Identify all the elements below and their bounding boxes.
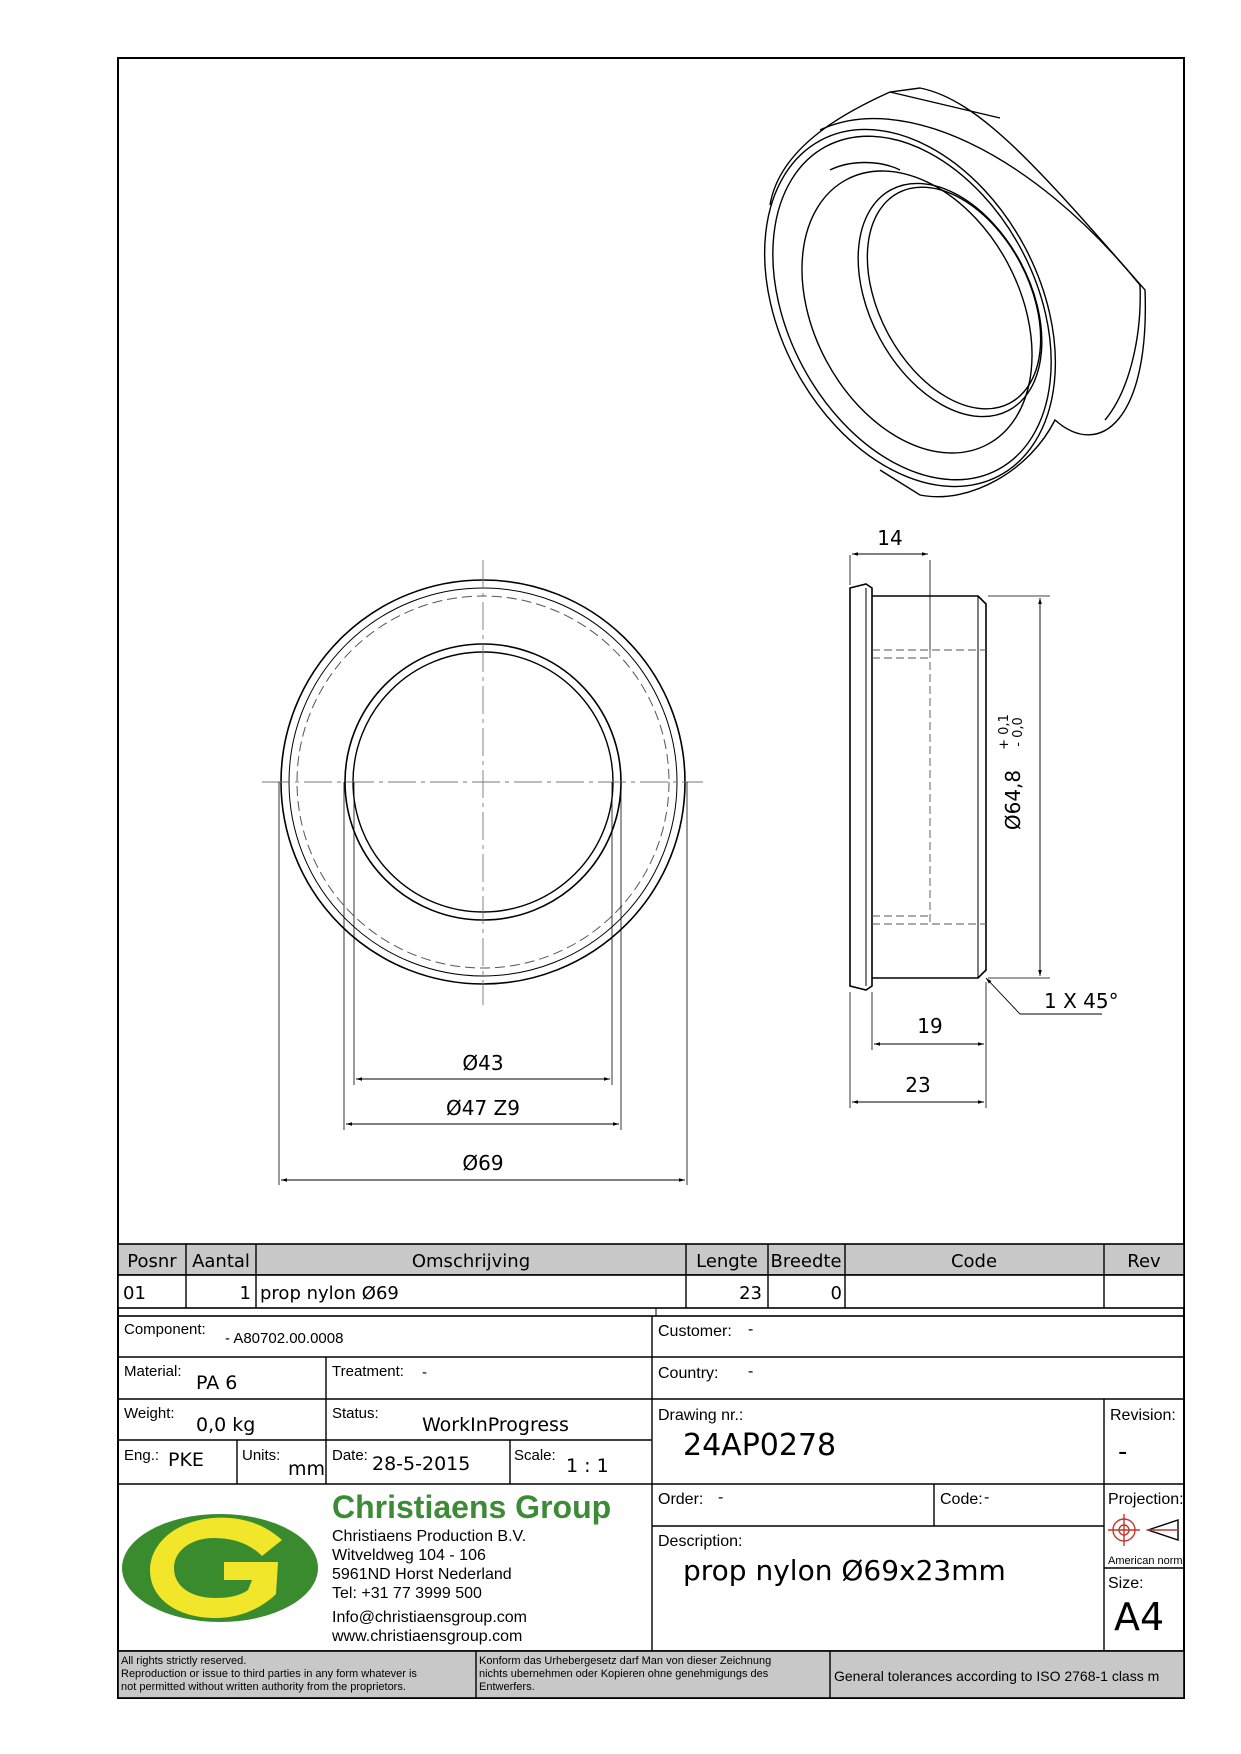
material-value: PA 6 [196, 1372, 238, 1394]
weight-label: Weight: [124, 1405, 175, 1422]
description-label: Description: [658, 1533, 743, 1550]
treatment-label: Treatment: [332, 1363, 404, 1380]
units-label: Units: [242, 1447, 281, 1464]
material-label: Material: [124, 1363, 182, 1380]
tolerances-note: General tolerances according to ISO 2768-1 class m [834, 1668, 1160, 1684]
de-line-2: nichts ubernehmen oder Kopieren ohne genehmigungs des [479, 1668, 769, 1680]
size-value: A4 [1114, 1595, 1165, 1639]
order-value: - [718, 1489, 724, 1506]
eng-label: Eng.: [124, 1447, 160, 1464]
dim-length-19: 19 [917, 1014, 943, 1038]
header-lengte: Lengte [696, 1251, 758, 1272]
drawing-label: Drawing nr.: [658, 1407, 744, 1424]
order-label: Order: [658, 1491, 704, 1508]
dim-length-23: 23 [905, 1073, 931, 1097]
country-value: - [748, 1363, 754, 1380]
header-code: Code [950, 1251, 998, 1272]
revision-label: Revision: [1110, 1407, 1176, 1424]
drawing-value: 24AP0278 [683, 1428, 837, 1463]
revision-value: - [1118, 1437, 1128, 1467]
company-line-3: 5961ND Horst Nederland [332, 1566, 512, 1583]
customer-value: - [748, 1321, 754, 1338]
size-label: Size: [1108, 1575, 1144, 1592]
company-line-2: Witveldweg 104 - 106 [332, 1547, 486, 1564]
dim-width-14: 14 [877, 526, 903, 550]
company-line-5: Info@christiaensgroup.com [332, 1609, 527, 1626]
header-rev: Rev [1127, 1251, 1161, 1272]
code-label: Code: [940, 1491, 983, 1508]
component-label: Component: [124, 1321, 206, 1338]
de-line-3: Entwerfers. [479, 1681, 535, 1693]
isometric-view [706, 79, 1145, 537]
front-view [262, 560, 703, 1185]
country-label: Country: [658, 1365, 719, 1382]
projection-icon [1108, 1514, 1178, 1546]
projection-label: Projection: [1108, 1491, 1184, 1508]
dim-dia-43: Ø43 [462, 1051, 504, 1075]
row-omschrijving: prop nylon Ø69 [260, 1283, 399, 1304]
dim-dia-64-8: Ø64,8 [1001, 769, 1025, 831]
header-aantal: Aantal [192, 1251, 250, 1272]
status-value: WorkInProgress [422, 1414, 569, 1436]
eng-value: PKE [168, 1449, 204, 1471]
american-norm: American norm [1108, 1555, 1183, 1567]
status-label: Status: [332, 1405, 379, 1422]
dim-dia-69: Ø69 [462, 1151, 504, 1175]
company-line-1: Christiaens Production B.V. [332, 1528, 527, 1545]
component-value: - A80702.00.0008 [225, 1330, 344, 1347]
scale-value: 1 : 1 [566, 1455, 609, 1477]
company-name: Christiaens Group [332, 1489, 612, 1525]
dim-tol-plus: + 0,1 [997, 714, 1012, 750]
code-value: - [984, 1489, 990, 1506]
company-logo-icon [122, 1514, 318, 1622]
row-posnr: 01 [123, 1283, 146, 1304]
date-label: Date: [332, 1447, 368, 1464]
row-aantal: 1 [239, 1283, 251, 1304]
row-breedte: 0 [830, 1283, 842, 1304]
treatment-value: - [422, 1364, 427, 1381]
row-lengte: 23 [739, 1283, 762, 1304]
dim-tol-minus: - 0,0 [1011, 717, 1026, 747]
rights-line-3: not permitted without written authority from the proprietors. [121, 1681, 406, 1693]
dim-dia-47: Ø47 Z9 [446, 1096, 520, 1120]
description-value: prop nylon Ø69x23mm [683, 1554, 1006, 1587]
company-line-6: www.christiaensgroup.com [332, 1628, 523, 1645]
units-value: mm [288, 1458, 326, 1480]
date-value: 28-5-2015 [372, 1453, 471, 1475]
side-view [850, 554, 1102, 1108]
header-breedte: Breedte [770, 1251, 842, 1272]
customer-label: Customer: [658, 1323, 732, 1340]
de-line-1: Konform das Urhebergesetz darf Man von dieser Zeichnung [479, 1655, 772, 1667]
company-line-4: Tel: +31 77 3999 500 [332, 1585, 482, 1602]
rights-line-2: Reproduction or issue to third parties in any form whatever is [121, 1668, 417, 1680]
dim-chamfer: 1 X 45° [1044, 989, 1119, 1013]
scale-label: Scale: [514, 1447, 556, 1464]
weight-value: 0,0 kg [196, 1414, 256, 1436]
header-omschrijving: Omschrijving [411, 1251, 531, 1272]
header-posnr: Posnr [127, 1251, 177, 1272]
rights-line-1: All rights strictly reserved. [121, 1655, 247, 1667]
